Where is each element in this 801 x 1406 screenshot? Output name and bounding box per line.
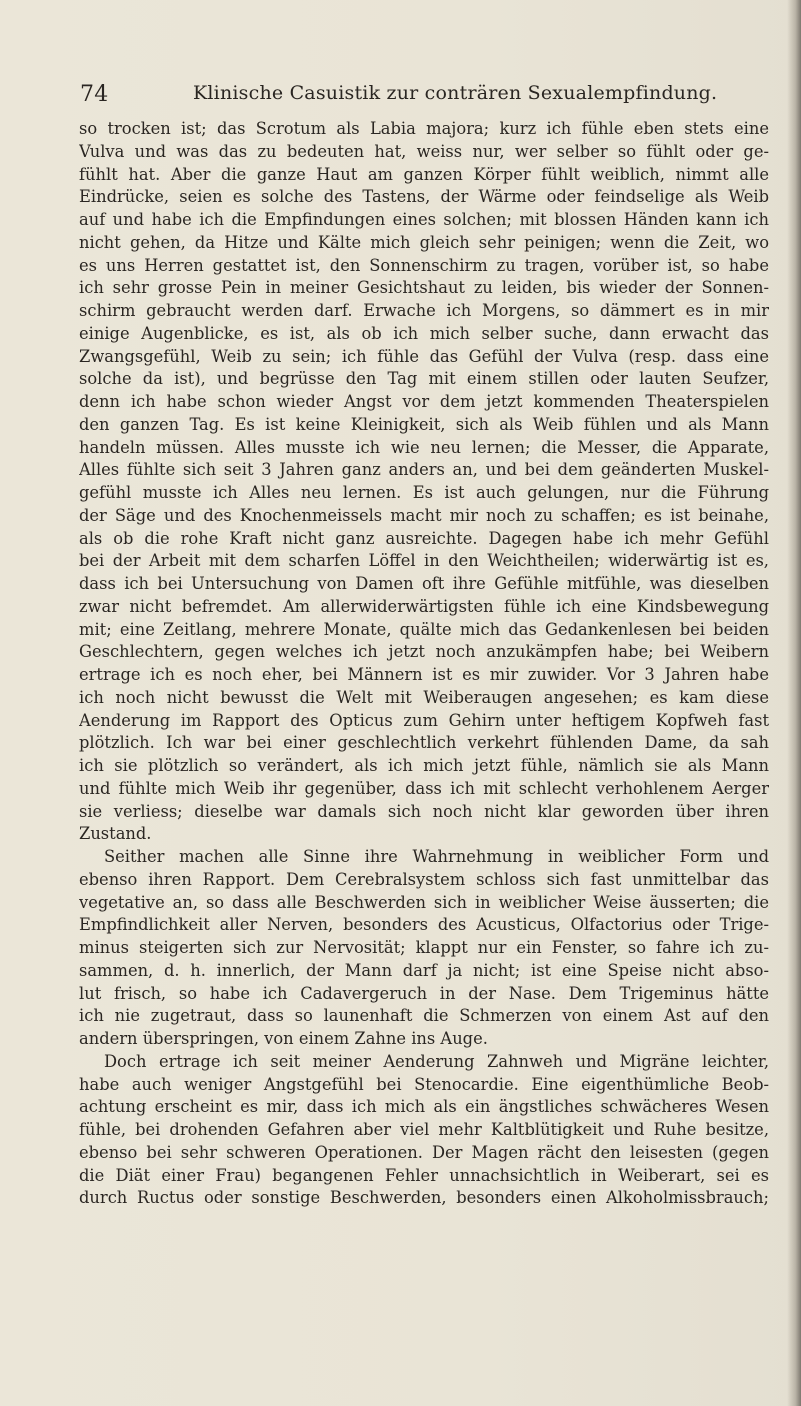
text-line: fühlt hat. Aber die ganze Haut am ganzen Körper fühlt weiblich, nimmt alle (79, 164, 769, 184)
text-line: ebenso bei sehr schweren Operationen. Der Magen rächt den leisesten (gegen (79, 1142, 769, 1162)
text-line: die Diät einer Frau) begangenen Fehler unnachsichtlich in Weiberart, sei es (79, 1165, 769, 1185)
text-line: lut frisch, so habe ich Cadavergeruch in der Nase. Dem Trigeminus hätte (79, 983, 769, 1003)
text-line: ich sehr grosse Pein in meiner Gesichtshaut zu leiden, bis wieder der Sonnen- (79, 278, 769, 298)
text-line: es uns Herren gestattet ist, den Sonnenschirm zu tragen, vorüber ist, so habe (79, 255, 769, 275)
text-line: ich noch nicht bewusst die Welt mit Weiberaugen angesehen; es kam diese (79, 687, 769, 707)
text-line: der Säge und des Knochenmeissels macht mir noch zu schaffen; es ist beinahe, (79, 505, 769, 525)
text-line: Zustand. (79, 824, 152, 844)
body-text (79, 118, 769, 1210)
text-line: dass ich bei Untersuchung von Damen oft ihre Gefühle mitfühle, was dieselben (79, 574, 769, 593)
text-line: so trocken ist; das Scrotum als Labia majora; kurz ich fühle eben stets eine (79, 119, 769, 138)
text-line: den ganzen Tag. Es ist keine Kleinigkeit, sich als Weib fühlen und als Mann (79, 414, 769, 434)
text-line: einige Augenblicke, es ist, als ob ich mich selber suche, dann erwacht das (79, 323, 769, 343)
page-number: 74 (80, 82, 109, 107)
text-line: Geschlechtern, gegen welches ich jetzt noch anzukämpfen habe; bei Weibern (79, 642, 769, 662)
text-line: mit; eine Zeitlang, mehrere Monate, quälte mich das Gedankenlesen bei beiden (79, 619, 769, 639)
running-head-title: Klinische Casuistik zur conträren Sexualempfindung. (193, 82, 718, 104)
text-line: bei der Arbeit mit dem scharfen Löffel in den Weichtheilen; widerwärtig ist es, (79, 551, 769, 571)
text-line: Doch ertrage ich seit meiner Aenderung Zahnweh und Migräne leichter, (104, 1051, 769, 1071)
text-line: als ob die rohe Kraft nicht ganz ausreichte. Dagegen habe ich mehr Gefühl (79, 528, 769, 548)
text-line: Eindrücke, seien es solche des Tastens, der Wärme oder feindselige als Weib (79, 187, 769, 207)
text-line: solche da ist), und begrüsse den Tag mit einem stillen oder lauten Seufzer, (79, 369, 769, 389)
text-line: sie verliess; dieselbe war damals sich noch nicht klar geworden über ihren (79, 801, 769, 821)
text-line: durch Ructus oder sonstige Beschwerden, besonders einen Alkoholmissbrauch; (79, 1188, 769, 1208)
text-line: Seither machen alle Sinne ihre Wahrnehmung in weiblicher Form und (104, 847, 769, 866)
text-line: auf und habe ich die Empfindungen eines solchen; mit blossen Händen kann ich (79, 210, 769, 229)
text-line: ertrage ich es noch eher, bei Männern ist es mir zuwider. Vor 3 Jahren habe (79, 665, 769, 684)
text-line: zwar nicht befremdet. Am allerwiderwärtigsten fühle ich eine Kindsbewegung (79, 596, 769, 616)
text-line: Aenderung im Rapport des Opticus zum Gehirn unter heftigem Kopfweh fast (79, 710, 769, 730)
text-line: Vulva und was das zu bedeuten hat, weiss nur, wer selber so fühlt oder ge- (79, 141, 769, 161)
text-line: denn ich habe schon wieder Angst vor dem jetzt kommenden Theaterspielen (79, 392, 769, 411)
text-line: achtung erscheint es mir, dass ich mich als ein ängstliches schwächeres Wesen (79, 1097, 769, 1117)
text-line: schirm gebraucht werden darf. Erwache ich Morgens, so dämmert es in mir (79, 301, 769, 320)
text-line: ich nie zugetraut, dass so launenhaft die Schmerzen von einem Ast auf den (79, 1006, 769, 1026)
text-line: Zwangsgefühl, Weib zu sein; ich fühle das Gefühl der Vulva (resp. dass eine (79, 346, 769, 366)
text-line: habe auch weniger Angstgefühl bei Stenocardie. Eine eigenthümliche Beob- (79, 1074, 769, 1094)
text-line: handeln müssen. Alles musste ich wie neu lernen; die Messer, die Apparate, (79, 437, 769, 457)
text-line: plötzlich. Ich war bei einer geschlechtlich verkehrt fühlenden Dame, da sah (79, 733, 769, 753)
text-line: andern überspringen, von einem Zahne ins Auge. (79, 1029, 488, 1048)
text-line: Alles fühlte sich seit 3 Jahren ganz anders an, und bei dem geänderten Muskel- (79, 460, 769, 480)
text-line: sammen, d. h. innerlich, der Mann darf ja nicht; ist eine Speise nicht abso- (79, 960, 769, 980)
text-line: gefühl musste ich Alles neu lernen. Es ist auch gelungen, nur die Führung (79, 483, 769, 502)
text-line: Empfindlichkeit aller Nerven, besonders des Acusticus, Olfactorius oder Trige- (79, 915, 769, 935)
page-edge-shadow (787, 0, 801, 1406)
text-line: und fühlte mich Weib ihr gegenüber, dass ich mit schlecht verhohlenem Aerger (79, 778, 769, 798)
text-line: fühle, bei drohenden Gefahren aber viel mehr Kaltblütigkeit und Ruhe besitze, (79, 1120, 769, 1139)
text-line: nicht gehen, da Hitze und Kälte mich gleich sehr peinigen; wenn die Zeit, wo (79, 232, 769, 252)
running-head (80, 82, 718, 112)
text-line: minus steigerten sich zur Nervosität; klappt nur ein Fenster, so fahre ich zu- (79, 938, 769, 957)
text-line: ich sie plötzlich so verändert, als ich mich jetzt fühle, nämlich sie als Mann (79, 756, 769, 775)
text-line: vegetative an, so dass alle Beschwerden sich in weiblicher Weise äusserten; die (79, 892, 769, 912)
text-line: ebenso ihren Rapport. Dem Cerebralsystem schloss sich fast unmittelbar das (79, 869, 769, 889)
